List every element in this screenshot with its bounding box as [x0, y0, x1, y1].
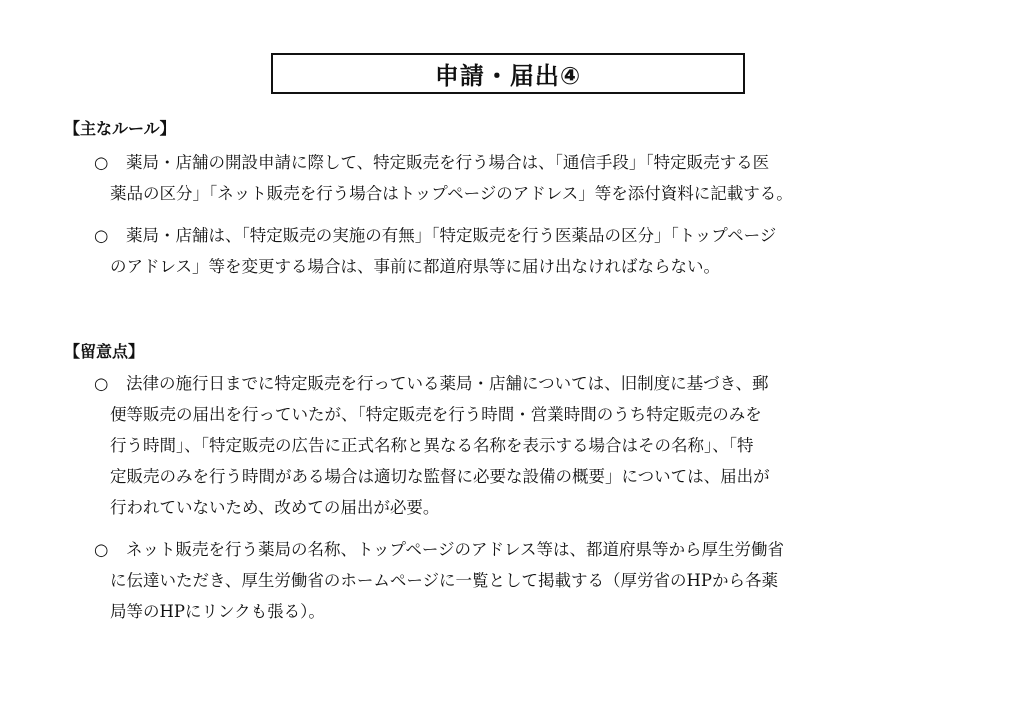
bullet-line: に伝達いただき、厚生労働省のホームページに一覧として掲載する（厚労省のHPから各薬 [110, 571, 779, 590]
rules-item-1 [94, 147, 914, 209]
bullet-marker: ○ [94, 374, 109, 393]
bullet-line [94, 368, 914, 399]
bullet-line: 薬品の区分」「ネット販売を行う場合はトップページのアドレス」等を添付資料に記載する。 [110, 184, 793, 203]
rules-item-2 [94, 220, 914, 282]
notes-heading: 【留意点】 [64, 342, 145, 361]
bullet-marker: ○ [94, 153, 109, 172]
notes-item-2 [94, 534, 914, 627]
bullet-text: 薬局・店舗の開設申請に際して、特定販売を行う場合は、「通信手段」「特定販売する医 [126, 153, 770, 172]
bullet-line [94, 534, 914, 565]
bullet-line: のアドレス」等を変更する場合は、事前に都道府県等に届け出なければならない。 [110, 257, 721, 276]
bullet-marker: ○ [94, 540, 109, 559]
bullet-marker: ○ [94, 226, 109, 245]
bullet-line [94, 147, 914, 178]
bullet-text: 薬局・店舗は、「特定販売の実施の有無」「特定販売を行う医薬品の区分」「トップページ [126, 226, 777, 245]
bullet-text: 法律の施行日までに特定販売を行っている薬局・店舗については、旧制度に基づき、郵 [126, 374, 769, 393]
page-title: 申請・届出④ [271, 53, 745, 94]
bullet-line: 定販売のみを行う時間がある場合は適切な監督に必要な設備の概要」については、届出が [110, 467, 770, 486]
bullet-line [94, 220, 914, 251]
bullet-text: ネット販売を行う薬局の名称、トップページのアドレス等は、都道府県等から厚生労働省 [126, 540, 785, 559]
rules-heading: 【主なルール】 [64, 119, 176, 138]
bullet-line: 行われていないため、改めての届出が必要。 [110, 498, 440, 517]
bullet-line: 局等のHPにリンクも張る）。 [110, 602, 325, 621]
bullet-line: 便等販売の届出を行っていたが、「特定販売を行う時間・営業時間のうち特定販売のみを [110, 405, 762, 424]
bullet-line: 行う時間」、「特定販売の広告に正式名称と異なる名称を表示する場合はその名称」、「特 [110, 436, 754, 455]
notes-item-1 [94, 368, 914, 523]
